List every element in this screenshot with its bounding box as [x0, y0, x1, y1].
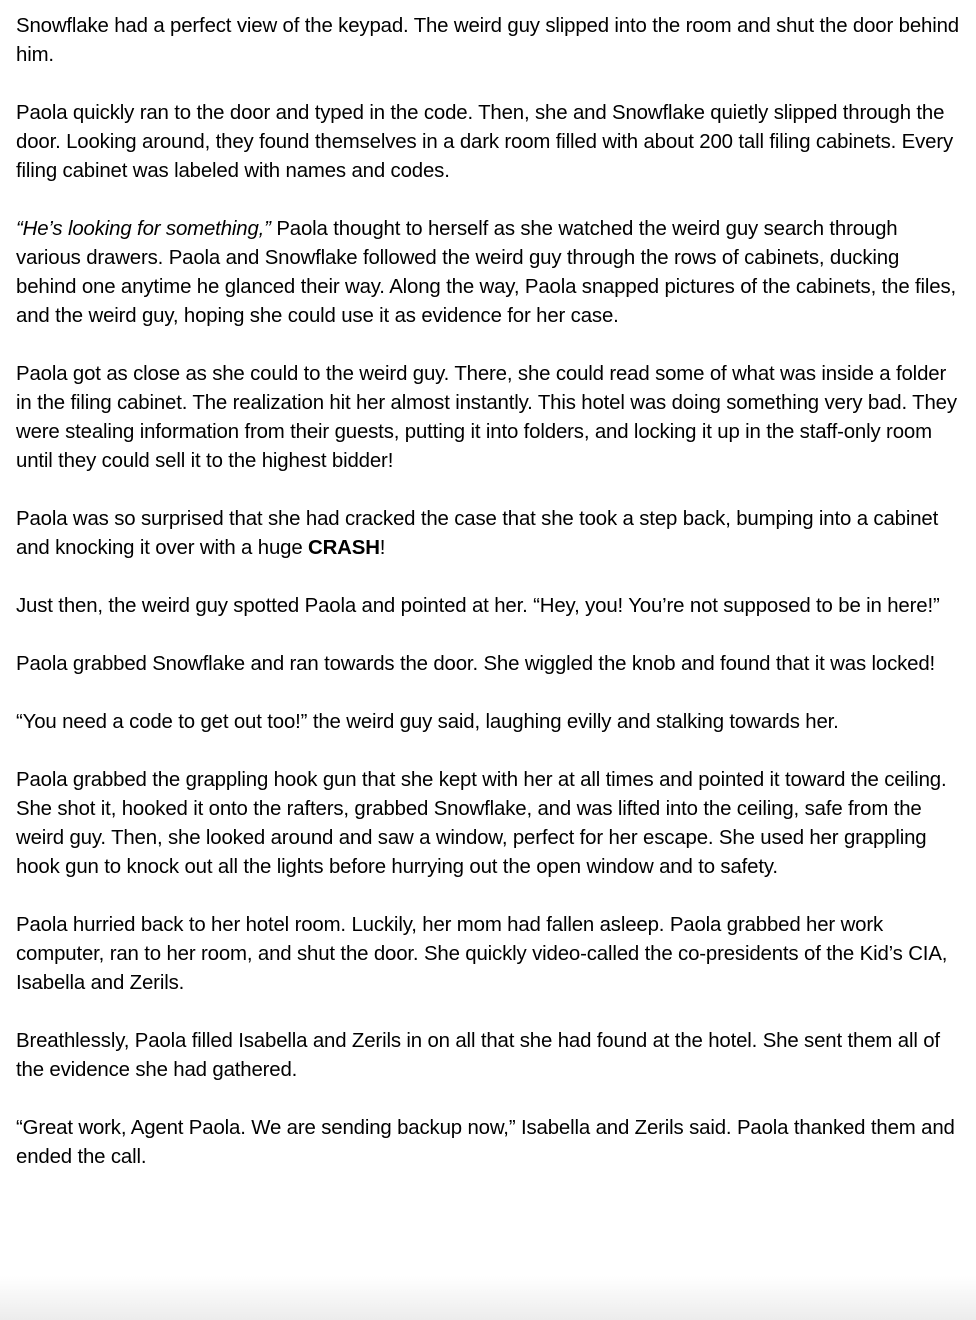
paragraph-3: [16, 215, 960, 331]
paragraph-5: [16, 505, 960, 563]
paragraph-10: [16, 911, 960, 998]
paragraph-text: Paola was so surprised that she had cracked the case that she took a step back, bumping into a cabinet and knocking it over with a huge: [16, 508, 939, 559]
paragraph-6: [16, 592, 960, 621]
paragraph-8: [16, 708, 960, 737]
paragraph-text: Snowflake had a perfect view of the keypad. The weird guy slipped into the room and shut the door behind him.: [16, 15, 959, 66]
paragraph-9: [16, 766, 960, 882]
paragraph-text-end: !: [379, 537, 386, 559]
paragraph-text: Paola thought to herself as she watched the weird guy search through various drawers. Paola and Snowflake followed the weird guy through the rows of cabinets, ducking behind one anytime he glanced their way. Along the way, Paola snapped pictures of the cabinets, the files, and the weird guy, hoping she could use it as evidence for her case.: [16, 218, 957, 327]
paragraph-2: [16, 99, 960, 186]
paragraph-text: Just then, the weird guy spotted Paola and pointed at her. “Hey, you! You’re not supposed to be in here!”: [16, 595, 940, 617]
italic-thought: “He’s looking for something,”: [16, 218, 271, 240]
paragraph-12: [16, 1114, 960, 1172]
story-text: [16, 12, 960, 1172]
paragraph-text: “Great work, Agent Paola. We are sending backup now,” Isabella and Zerils said. Paola thanked them and ended the call.: [16, 1117, 955, 1168]
paragraph-1: [16, 12, 960, 70]
paragraph-text: Paola got as close as she could to the weird guy. There, she could read some of what was inside a folder in the filing cabinet. The realization hit her almost instantly. This hotel was doing something very bad. They were stealing information from their guests, putting it into folders, and locking it up in the staff-only room until they could sell it to the highest bidder!: [16, 363, 957, 472]
paragraph-text: Paola quickly ran to the door and typed in the code. Then, she and Snowflake quietly slipped through the door. Looking around, they found themselves in a dark room filled with about 200 tall filing cabinets. Every filing cabinet was labeled with names and codes.: [16, 102, 954, 182]
paragraph-7: [16, 650, 960, 679]
paragraph-text: “You need a code to get out too!” the weird guy said, laughing evilly and stalking towards her.: [16, 711, 839, 733]
bold-crash: CRASH: [308, 537, 380, 559]
paragraph-4: [16, 360, 960, 476]
page-bottom-shadow: [0, 1276, 976, 1320]
paragraph-text: Breathlessly, Paola filled Isabella and Zerils in on all that she had found at the hotel. She sent them all of the evidence she had gathered.: [16, 1030, 940, 1081]
paragraph-text: Paola grabbed Snowflake and ran towards the door. She wiggled the knob and found that it was locked!: [16, 653, 936, 675]
paragraph-text: Paola hurried back to her hotel room. Luckily, her mom had fallen asleep. Paola grabbed her work computer, ran to her room, and shut the door. She quickly video-called the co-presidents of the Kid’s CIA, Isabella and Zerils.: [16, 914, 948, 994]
paragraph-text: Paola grabbed the grappling hook gun that she kept with her at all times and pointed it toward the ceiling. She shot it, hooked it onto the rafters, grabbed Snowflake, and was lifted into the ceiling, safe from the weird guy. Then, she looked around and saw a window, perfect for her escape. She used her grappling hook gun to knock out all the lights before hurrying out the open window and to safety.: [16, 769, 947, 878]
paragraph-11: [16, 1027, 960, 1085]
